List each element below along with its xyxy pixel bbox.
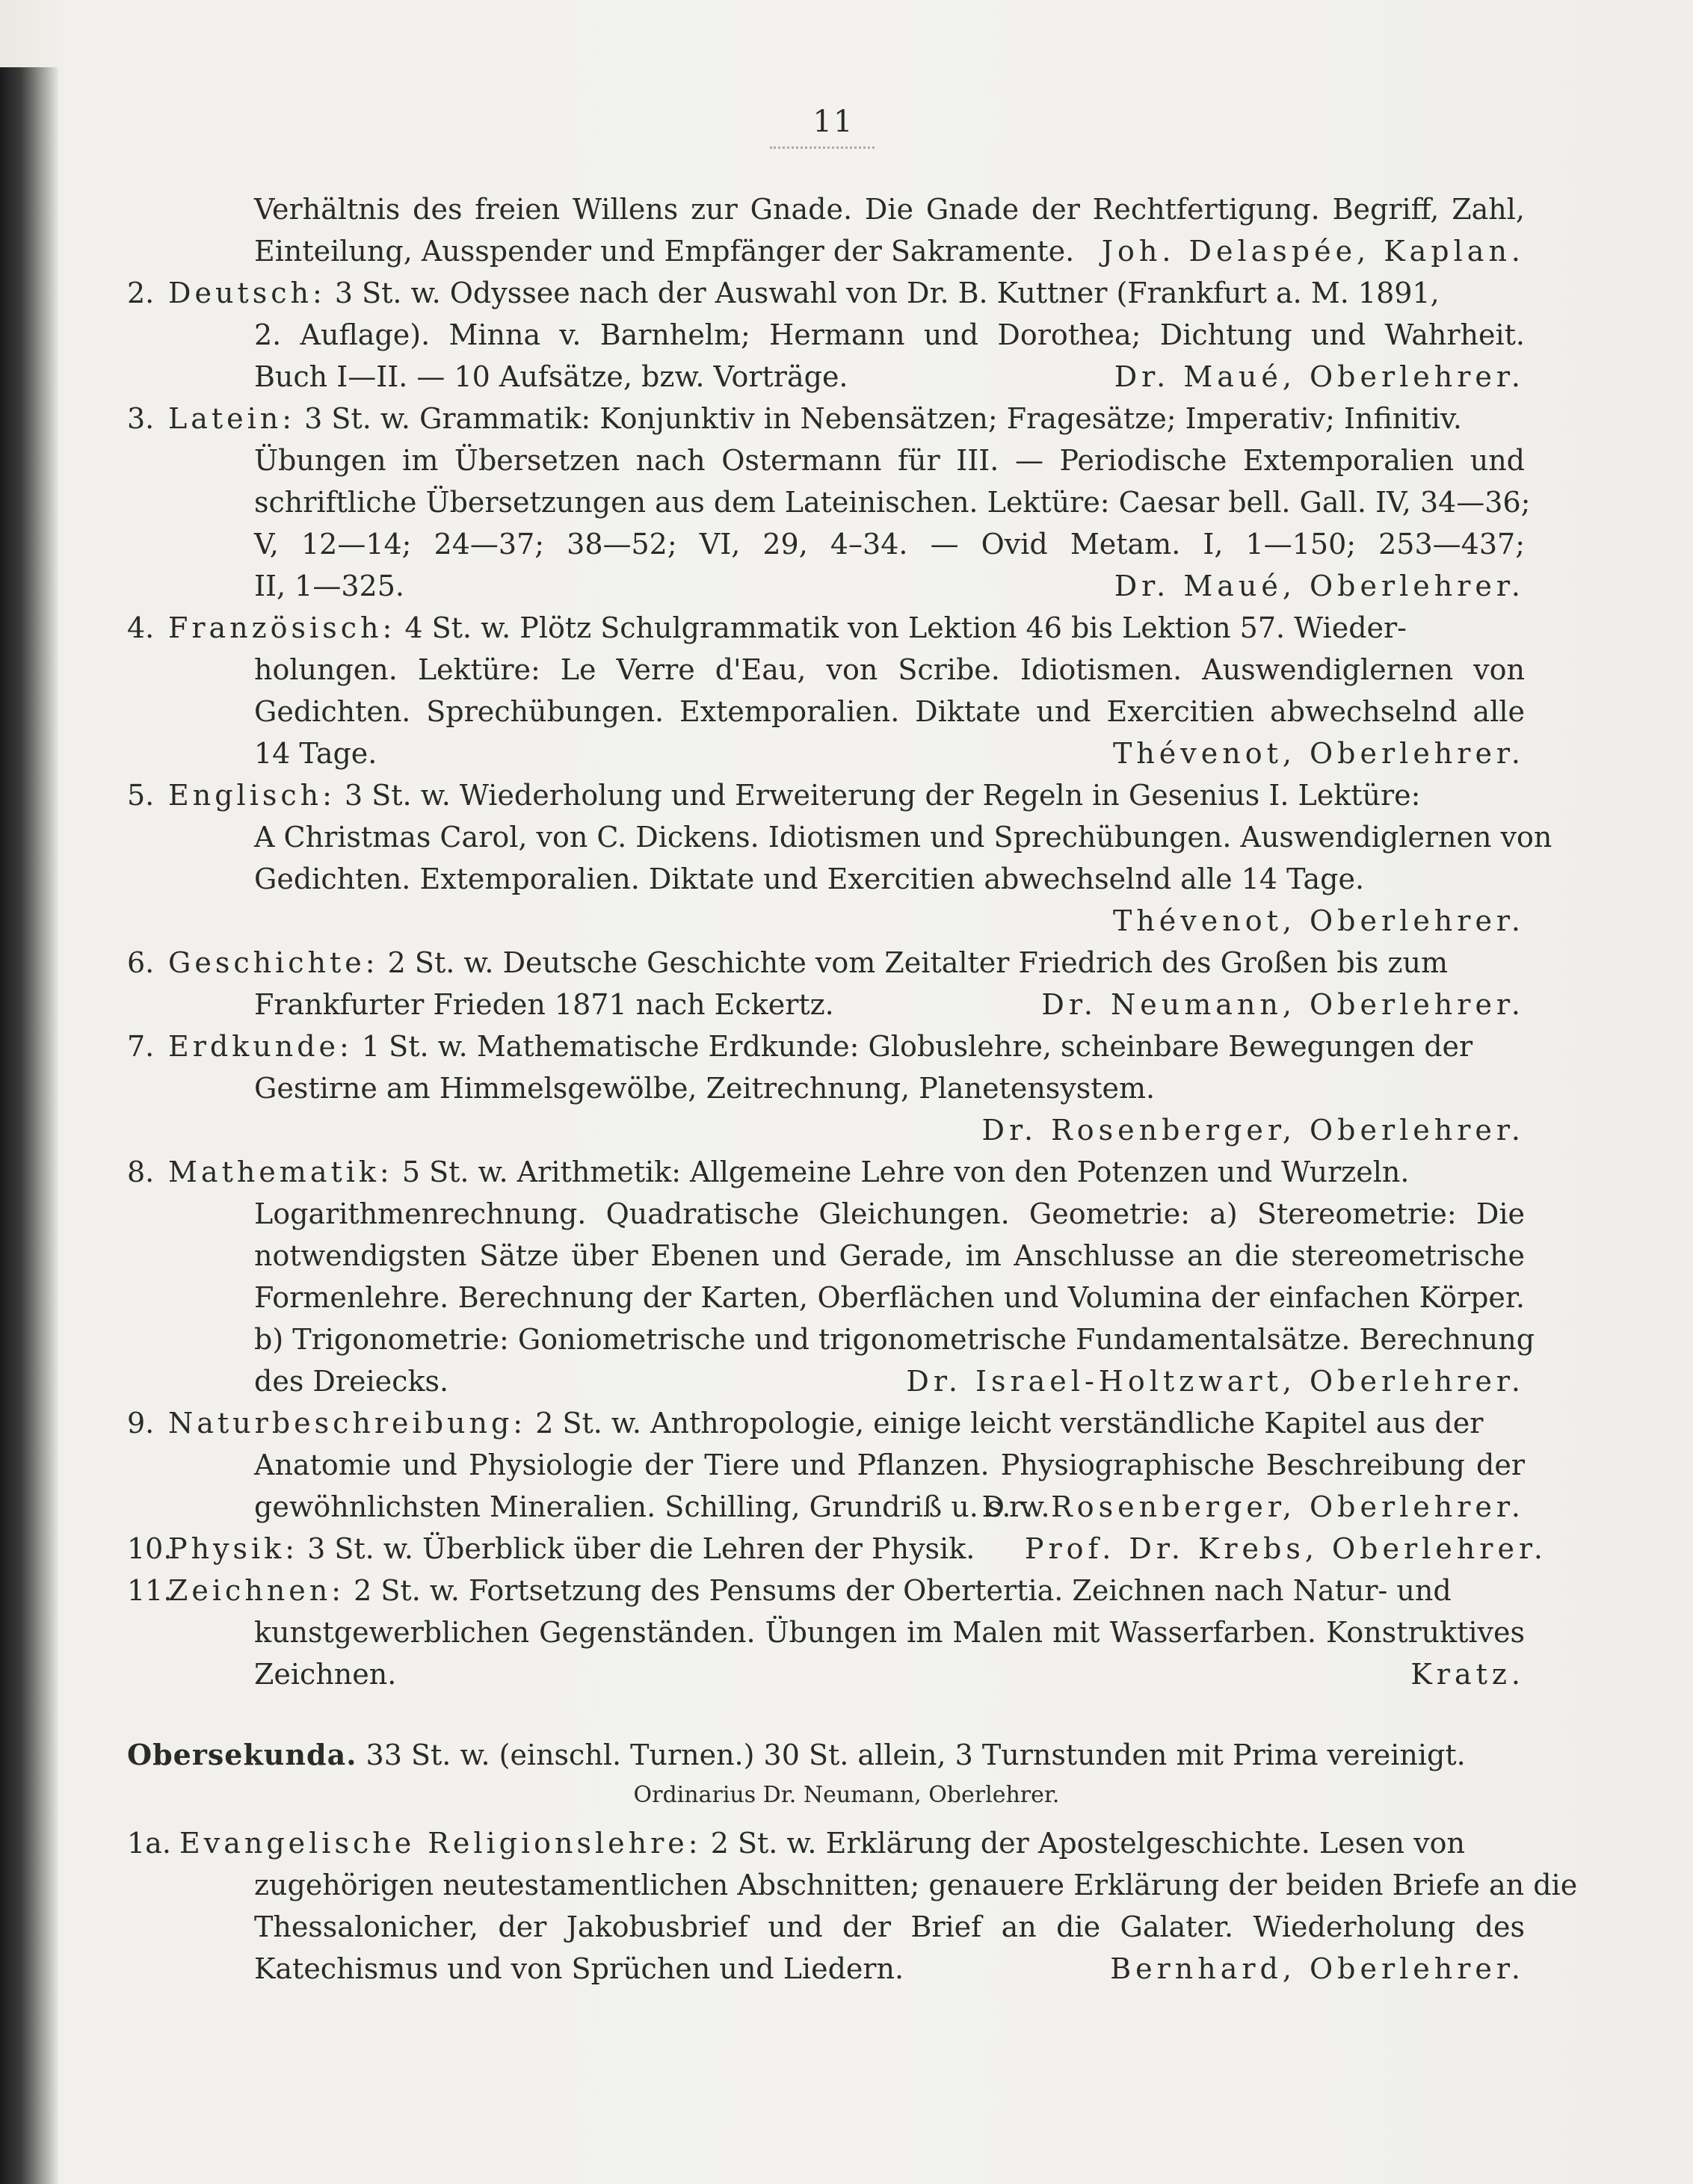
section-number: 5. [127,779,155,812]
ordinarius-line: Ordinarius Dr. Neumann, Oberlehrer. [633,1782,1060,1808]
class-heading: Obersekunda. [127,1738,357,1771]
body-line: V, 12—14; 24—37; 38—52; VI, 29, 4–34. — Ovid Metam. I, 1—150; 253—437; [254,528,1525,561]
body-line: Anatomie und Physiologie der Tiere und Pflanzen. Physiographische Beschreibung der [254,1449,1525,1481]
section-number: 10. [127,1532,173,1565]
section-number: 1a. [127,1827,171,1860]
body-line: Gedichten. Sprechübungen. Extemporalien. Diktate und Exercitien abwechselnd alle [254,695,1525,728]
section-number: 4. [127,611,155,644]
body-line: A Christmas Carol, von C. Dickens. Idiotismen und Sprechübungen. Auswendiglernen von [254,821,1552,854]
section-number: 11. [127,1574,173,1607]
section-heading: Latein: 3 St. w. Grammatik: Konjunktiv in Nebensätzen; Fragesätze; Imperativ; Infinitiv. [168,402,1462,435]
body-line: Zeichnen. Kratz. [254,1653,1525,1695]
section-heading: Geschichte: 2 St. w. Deutsche Geschichte vom Zeitalter Friedrich des Großen bis zum [168,946,1448,979]
body-line: Logarithmenrechnung. Quadratische Gleichungen. Geometrie: a) Stereometrie: Die [254,1197,1525,1230]
body-line: des Dreiecks. Dr. Israel-Holtzwart, Oberlehrer. [254,1360,1525,1402]
signature: Dr. Rosenberger, Oberlehrer. [981,1490,1525,1523]
page-number: 11 [812,105,854,139]
body-line: notwendigsten Sätze über Ebenen und Gerade, im Anschlusse an die stereometrische [254,1239,1525,1272]
section-number: 9. [127,1407,155,1440]
signature: Prof. Dr. Krebs, Oberlehrer. [1024,1532,1547,1565]
section-number: 2. [127,277,155,309]
body-line: Katechismus und von Sprüchen und Liedern. Bernhard, Oberlehrer. [254,1948,1525,1990]
section-heading: Evangelische Religionslehre: 2 St. w. Erklärung der Apostelgeschichte. Lesen von [179,1827,1465,1860]
body-line: schriftliche Übersetzungen aus dem Lateinischen. Lektüre: Caesar bell. Gall. IV, 34—36; [254,486,1531,519]
signature: Kratz. [1410,1658,1525,1691]
body-line: Gedichten. Extemporalien. Diktate und Exercitien abwechselnd alle 14 Tage. [254,863,1365,895]
signature: Bernhard, Oberlehrer. [1110,1952,1525,1985]
body-line: holungen. Lektüre: Le Verre d'Eau, von Scribe. Idiotismen. Auswendiglernen von [254,653,1525,686]
section-number: 7. [127,1030,155,1063]
body-line: 14 Tage. Thévenot, Oberlehrer. [254,732,1525,774]
body-line: 2. Auflage). Minna v. Barnhelm; Hermann und Dorothea; Dichtung und Wahrheit. [254,318,1525,351]
section-number: 8. [127,1156,155,1188]
line-text: Einteilung, Ausspender und Empfänger der Sakramente. [254,235,1075,268]
page-edge-shadow [0,67,58,2184]
body-line: Übungen im Übersetzen nach Ostermann für III. — Periodische Extemporalien und [254,444,1525,477]
body-line: Gestirne am Himmelsgewölbe, Zeitrechnung, Planetensystem. [254,1072,1156,1105]
body-line: Thessalonicher, der Jakobusbrief und der Brief an die Galater. Wiederholung des [254,1910,1525,1943]
body-line: Buch I—II. — 10 Aufsätze, bzw. Vorträge. Dr. Maué, Oberlehrer. [254,356,1525,398]
body-line: zugehörigen neutestamentlichen Abschnitten; genauere Erklärung der beiden Briefe an die [254,1869,1578,1901]
body-line: Frankfurter Frieden 1871 nach Eckertz. Dr. Neumann, Oberlehrer. [254,984,1525,1025]
section-number: 6. [127,946,155,979]
body-line: gewöhnlichsten Mineralien. Schilling, Grundriß u. s. w. Dr. Rosenberger, Oberlehrer. [254,1486,1525,1528]
section-heading: Naturbeschreibung: 2 St. w. Anthropologie, einige leicht verständliche Kapitel aus der [168,1407,1484,1440]
section-heading: Erdkunde: 1 St. w. Mathematische Erdkunde: Globuslehre, scheinbare Bewegungen der [168,1030,1473,1063]
signature: Dr. Rosenberger, Oberlehrer. [981,1114,1525,1147]
body-line: b) Trigonometrie: Goniometrische und trigonometrische Fundamentalsätze. Berechnung [254,1323,1535,1356]
class-heading-detail: 33 St. w. (einschl. Turnen.) 30 St. allein, 3 Turnstunden mit Prima vereinigt. [366,1739,1466,1771]
section-heading: Zeichnen: 2 St. w. Fortsetzung des Pensums der Obertertia. Zeichnen nach Natur- und [168,1574,1452,1607]
section-heading: Französisch: 4 St. w. Plötz Schulgrammatik von Lektion 46 bis Lektion 57. Wieder- [168,611,1407,644]
section-heading: Deutsch: 3 St. w. Odyssee nach der Auswahl von Dr. B. Kuttner (Frankfurt a. M. 1891, [168,277,1440,309]
body-line: II, 1—325. Dr. Maué, Oberlehrer. [254,565,1525,607]
body-line: Formenlehre. Berechnung der Karten, Oberflächen und Volumina der einfachen Körper. [254,1281,1525,1314]
signature: Dr. Neumann, Oberlehrer. [1041,988,1525,1021]
signature: Joh. Delaspée, Kaplan. [1101,235,1525,268]
signature: Dr. Maué, Oberlehrer. [1114,570,1525,602]
signature: Thévenot, Oberlehrer. [1112,737,1525,770]
class-heading-line [127,1734,1592,1776]
body-line: kunstgewerblichen Gegenständen. Übungen im Malen mit Wasserfarben. Konstruktives [254,1616,1525,1649]
page-number-ornament [770,142,875,149]
section-heading: Physik: 3 St. w. Überblick über die Lehren der Physik. Prof. Dr. Krebs, Oberlehrer. [168,1528,1547,1570]
section-heading: Mathematik: 5 St. w. Arithmetik: Allgemeine Lehre von den Potenzen und Wurzeln. [168,1156,1410,1188]
section-number: 3. [127,402,155,435]
signature: Dr. Israel-Holtzwart, Oberlehrer. [906,1365,1525,1398]
signature: Dr. Maué, Oberlehrer. [1114,360,1525,393]
body-line: Verhältnis des freien Willens zur Gnade. Die Gnade der Rechtfertigung. Begriff, Zahl, [254,193,1525,226]
section-heading: Englisch: 3 St. w. Wiederholung und Erweiterung der Regeln in Gesenius I. Lektüre: [168,779,1421,812]
signature: Thévenot, Oberlehrer. [1112,904,1525,937]
body-line [254,230,1525,272]
